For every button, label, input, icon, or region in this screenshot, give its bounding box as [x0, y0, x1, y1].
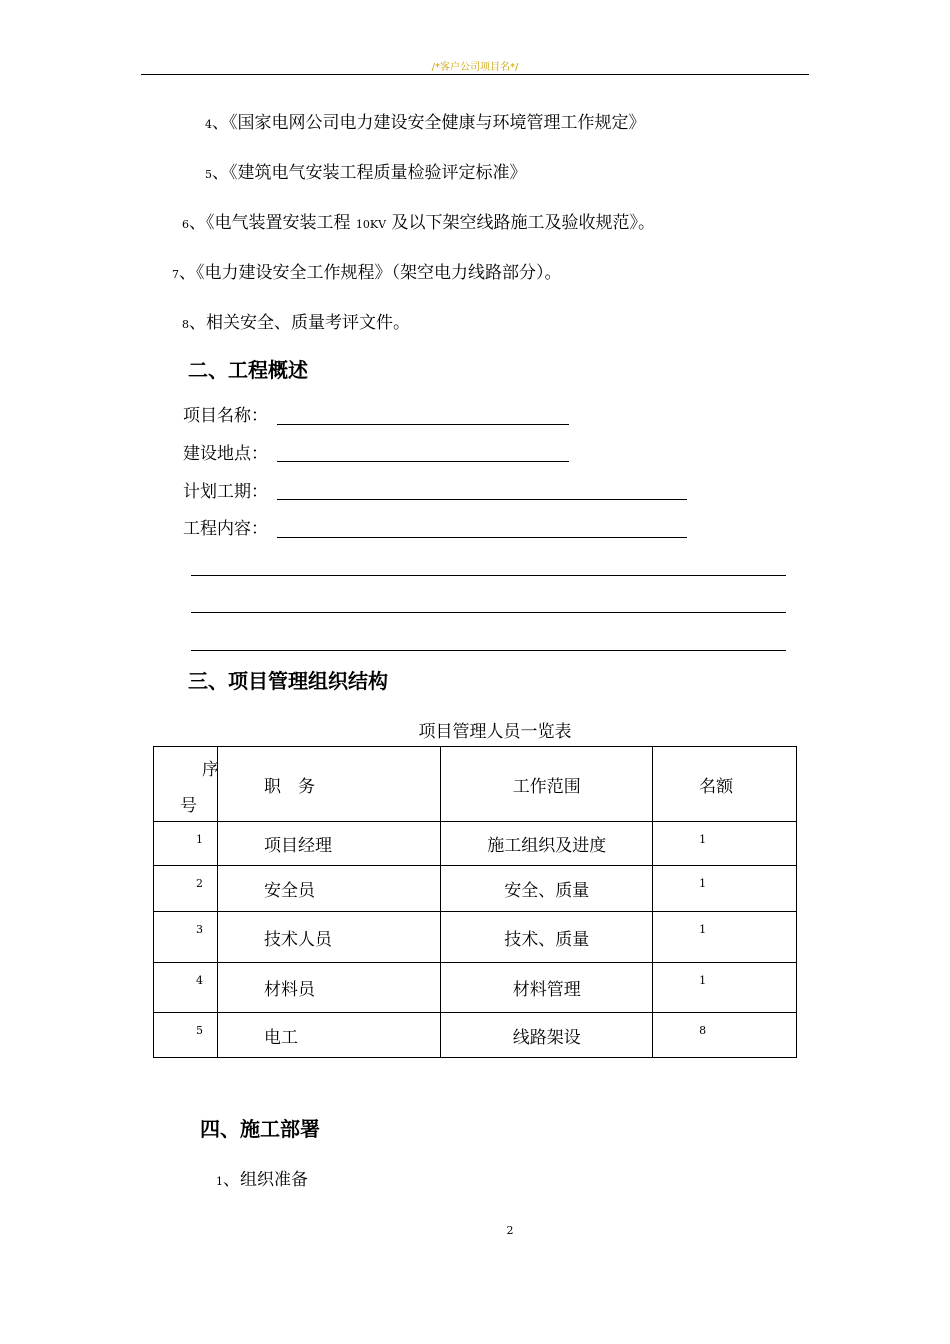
- field-line-content[interactable]: [277, 537, 687, 538]
- row-quota: 1: [653, 912, 797, 963]
- field-label-location: 建设地点：: [183, 444, 268, 464]
- row-duty: 项目经理: [217, 822, 440, 866]
- row-scope: 材料管理: [441, 963, 653, 1013]
- row-duty: 电工: [217, 1013, 440, 1058]
- table-row: [154, 866, 797, 912]
- content-line-1[interactable]: [191, 575, 786, 576]
- row-quota: 1: [653, 963, 797, 1013]
- section-heading-overview: 二、工程概述: [188, 358, 308, 382]
- col-header-scope: 工作范围: [441, 747, 653, 822]
- row-seq: 3: [154, 912, 218, 963]
- staff-table: [153, 746, 797, 1058]
- table-caption: 项目管理人员一览表: [418, 722, 572, 742]
- field-line-project-name[interactable]: [277, 424, 569, 425]
- table-row: [154, 822, 797, 866]
- running-header: /*客户公司项目名*/: [431, 62, 519, 73]
- content-line-2[interactable]: [191, 612, 786, 613]
- row-quota: 1: [653, 866, 797, 912]
- field-label-schedule: 计划工期：: [183, 482, 268, 502]
- row-quota: 8: [653, 1013, 797, 1058]
- table-header-row: [154, 747, 797, 822]
- table-row: [154, 912, 797, 963]
- row-duty: 安全员: [217, 866, 440, 912]
- header-rule: [141, 74, 809, 75]
- field-line-schedule[interactable]: [277, 499, 687, 500]
- col-header-seq: 序 号: [154, 747, 218, 822]
- reference-item-4: 4、《国家电网公司电力建设安全健康与环境管理工作规定》: [205, 113, 646, 133]
- row-seq: 5: [154, 1013, 218, 1058]
- content-line-3[interactable]: [191, 650, 786, 651]
- reference-item-7: 7、《电力建设安全工作规程》（架空电力线路部分）。: [172, 263, 562, 283]
- field-label-project-name: 项目名称：: [183, 406, 268, 426]
- row-quota: 1: [653, 822, 797, 866]
- table-row: [154, 1013, 797, 1058]
- row-seq: 4: [154, 963, 218, 1013]
- row-scope: 施工组织及进度: [441, 822, 653, 866]
- reference-item-6: 6、《电气装置安装工程 10KV 及以下架空线路施工及验收规范》。: [182, 213, 655, 233]
- field-label-content: 工程内容：: [183, 519, 268, 539]
- table-row: [154, 963, 797, 1013]
- row-scope: 安全、质量: [441, 866, 653, 912]
- page-number: 2: [506, 1224, 514, 1237]
- row-duty: 材料员: [217, 963, 440, 1013]
- row-seq: 1: [154, 822, 218, 866]
- row-scope: 线路架设: [441, 1013, 653, 1058]
- col-header-duty: 职 务: [217, 747, 440, 822]
- section-heading-organization: 三、项目管理组织结构: [188, 669, 388, 693]
- col-header-quota: 名额: [653, 747, 797, 822]
- row-seq: 2: [154, 866, 218, 912]
- subsection-organization-prep: 1、组织准备: [216, 1170, 308, 1190]
- row-scope: 技术、质量: [441, 912, 653, 963]
- reference-item-5: 5、《建筑电气安装工程质量检验评定标准》: [205, 163, 527, 183]
- row-duty: 技术人员: [217, 912, 440, 963]
- section-heading-deployment: 四、施工部署: [200, 1117, 320, 1141]
- reference-item-8: 8、相关安全、质量考评文件。: [182, 313, 410, 333]
- field-line-location[interactable]: [277, 461, 569, 462]
